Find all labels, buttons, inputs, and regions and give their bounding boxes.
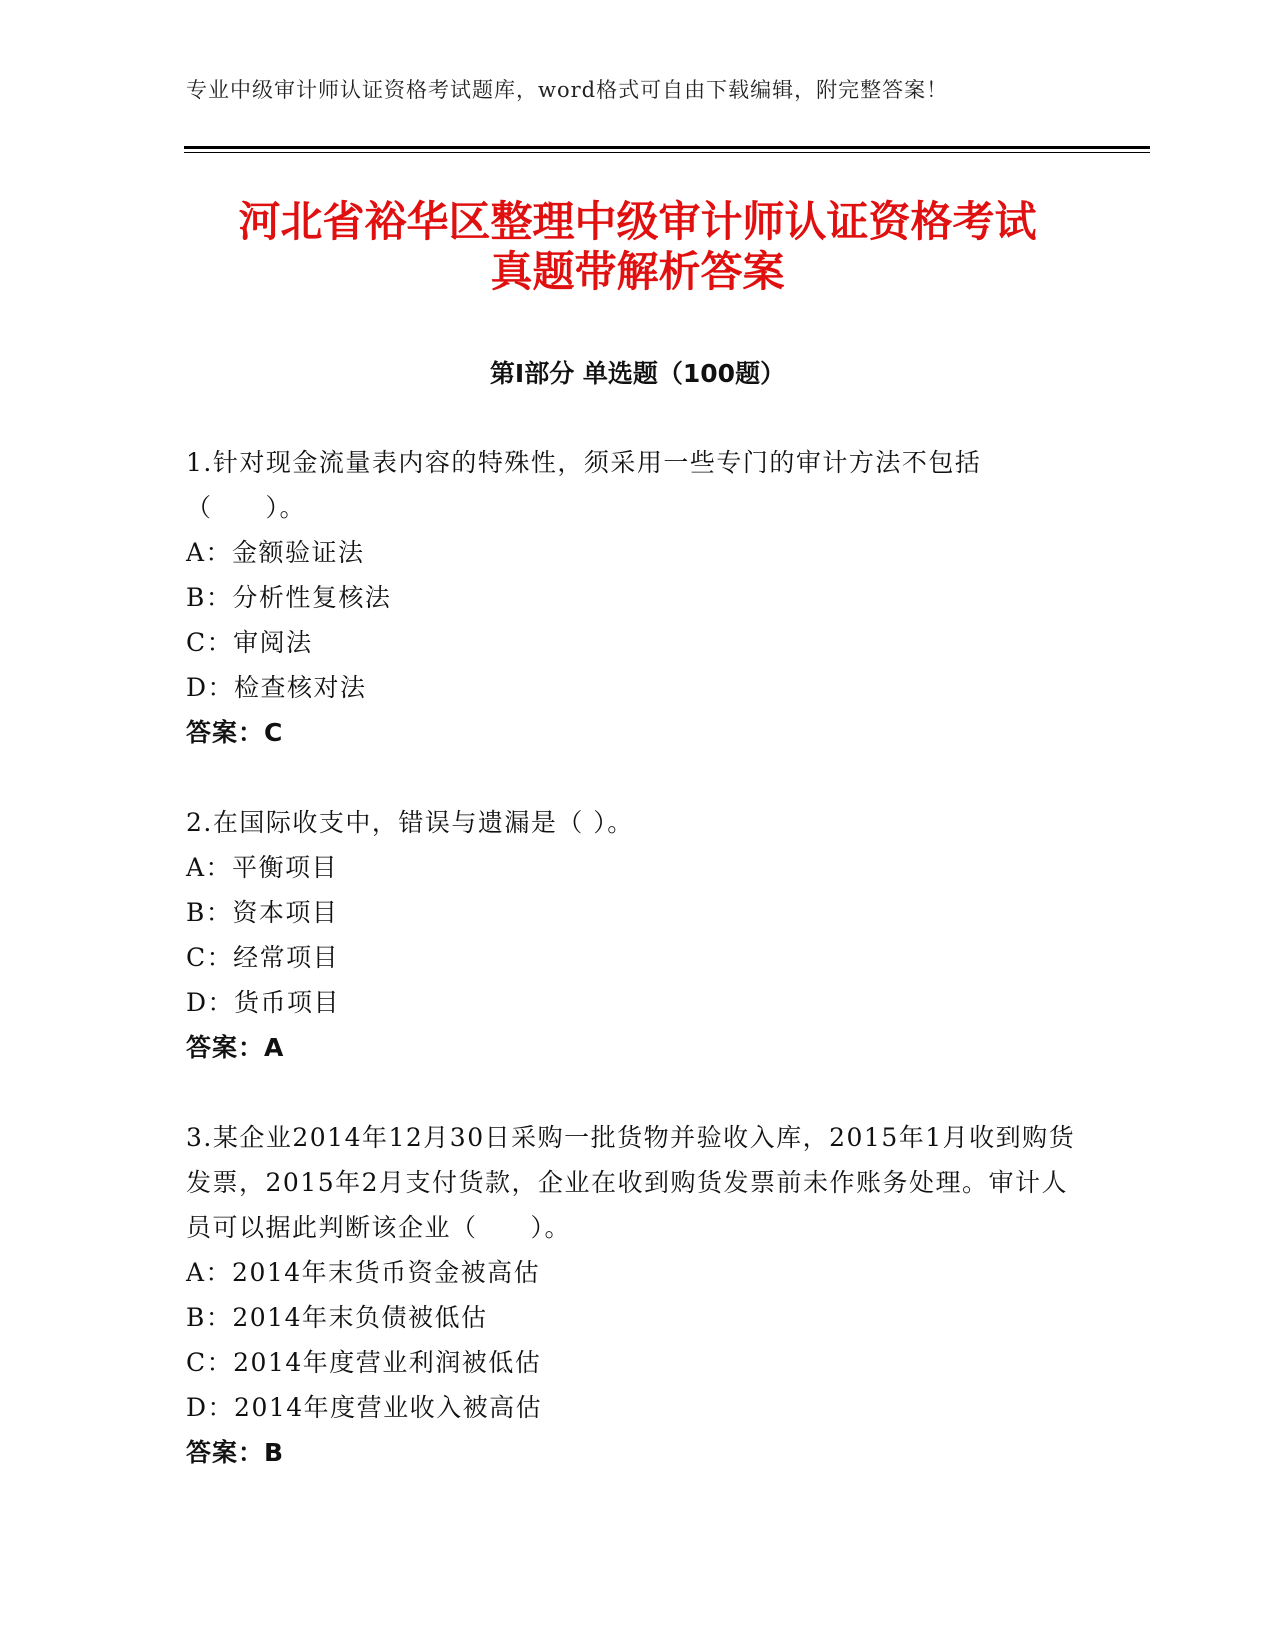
question-list bbox=[186, 440, 1086, 1520]
option-c: C：经常项目 bbox=[186, 943, 340, 972]
question-1 bbox=[186, 440, 1086, 755]
document-title-line-2: 真题带解析答案 bbox=[490, 247, 785, 296]
option-d: D：2014年度营业收入被高估 bbox=[186, 1393, 543, 1422]
question-stem: 2.在国际收支中，错误与遗漏是（ ）。 bbox=[186, 808, 634, 837]
option-c: C：审阅法 bbox=[186, 628, 313, 657]
header-divider bbox=[184, 146, 1150, 149]
header-note: 专业中级审计师认证资格考试题库，word格式可自由下载编辑，附完整答案！ bbox=[186, 78, 949, 102]
question-stem: 3.某企业2014年12月30日采购一批货物并验收入库，2015年1月收到购货发票，2015年2月支付货款，企业在收到购货发票前未作账务处理。审计人员可以据此判断该企业（ ）。 bbox=[186, 1123, 1076, 1242]
option-b: B：分析性复核法 bbox=[186, 583, 392, 612]
header-divider-thin bbox=[184, 152, 1150, 153]
question-3 bbox=[186, 1115, 1086, 1475]
option-b: B：资本项目 bbox=[186, 898, 339, 927]
option-d: D：检查核对法 bbox=[186, 673, 367, 702]
answer: 答案：C bbox=[186, 718, 284, 747]
document-title-line-1: 河北省裕华区整理中级审计师认证资格考试 bbox=[238, 197, 1037, 246]
answer: 答案：A bbox=[186, 1033, 285, 1062]
answer: 答案：B bbox=[186, 1438, 285, 1467]
section-title: 第Ⅰ部分 单选题（100题） bbox=[489, 359, 786, 388]
option-a: A：平衡项目 bbox=[186, 853, 339, 882]
option-a: A：2014年末货币资金被高估 bbox=[186, 1258, 541, 1287]
option-c: C：2014年度营业利润被低估 bbox=[186, 1348, 542, 1377]
option-d: D：货币项目 bbox=[186, 988, 341, 1017]
option-a: A：金额验证法 bbox=[186, 538, 365, 567]
question-2 bbox=[186, 800, 1086, 1070]
document-title bbox=[0, 197, 1275, 297]
option-b: B：2014年末负债被低估 bbox=[186, 1303, 488, 1332]
question-stem: 1.针对现金流量表内容的特殊性，须采用一些专门的审计方法不包括（ ）。 bbox=[186, 448, 982, 522]
